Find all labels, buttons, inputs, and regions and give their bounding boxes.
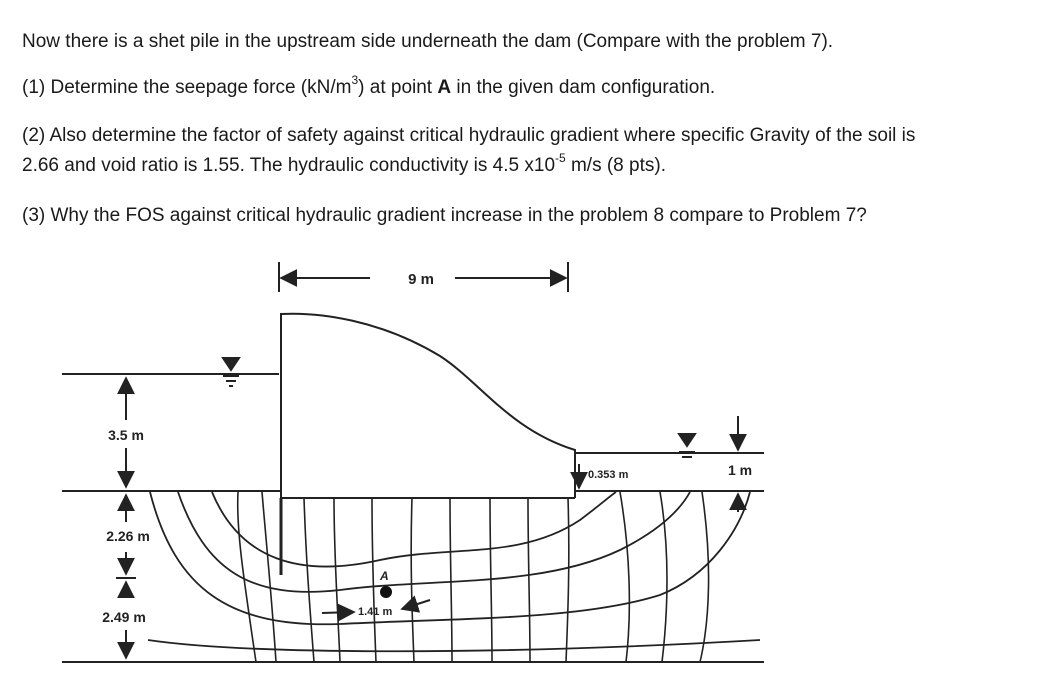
point-width-label: 1.41 m — [358, 606, 393, 618]
q1-text-after: in the given dam configuration. — [451, 77, 716, 98]
q1-text-before: (1) Determine the seepage force (kN/m — [22, 77, 352, 98]
q2-line2-before: 2.66 and void ratio is 1.55. The hydraulic conductivity is 4.5 x10 — [22, 155, 556, 176]
upstream-water-symbol — [223, 358, 239, 386]
q2-line2-after: m/s (8 pts). — [565, 155, 666, 176]
point-a-label: A — [380, 569, 389, 583]
question-3: (3) Why the FOS against critical hydraulic gradient increase in the problem 8 compare to Problem 7? — [22, 205, 867, 226]
dam-width-label: 9 m — [408, 271, 434, 288]
q1-superscript: 3 — [351, 72, 359, 87]
q1-point-label: A — [437, 77, 452, 98]
point-a-marker — [380, 586, 392, 598]
toe-depth-label: 0.353 m — [588, 469, 629, 481]
flow-lines — [148, 492, 760, 651]
upper-depth-label: 2.26 m — [106, 528, 150, 544]
equipotential-lines — [238, 492, 709, 662]
q2-superscript: -5 — [555, 150, 566, 165]
dam-body — [281, 314, 575, 498]
q2-line1: (2) Also determine the factor of safety against critical hydraulic gradient where specific Gravity of the soil is — [22, 125, 916, 146]
upstream-head-label: 3.5 m — [108, 427, 144, 443]
lower-depth-label: 2.49 m — [102, 609, 146, 625]
intro-text: Now there is a shet pile in the upstream side underneath the dam (Compare with the problem 7). — [22, 31, 834, 52]
q1-text-middle: ) at point — [358, 77, 438, 98]
tailwater-label: 1 m — [727, 462, 753, 478]
